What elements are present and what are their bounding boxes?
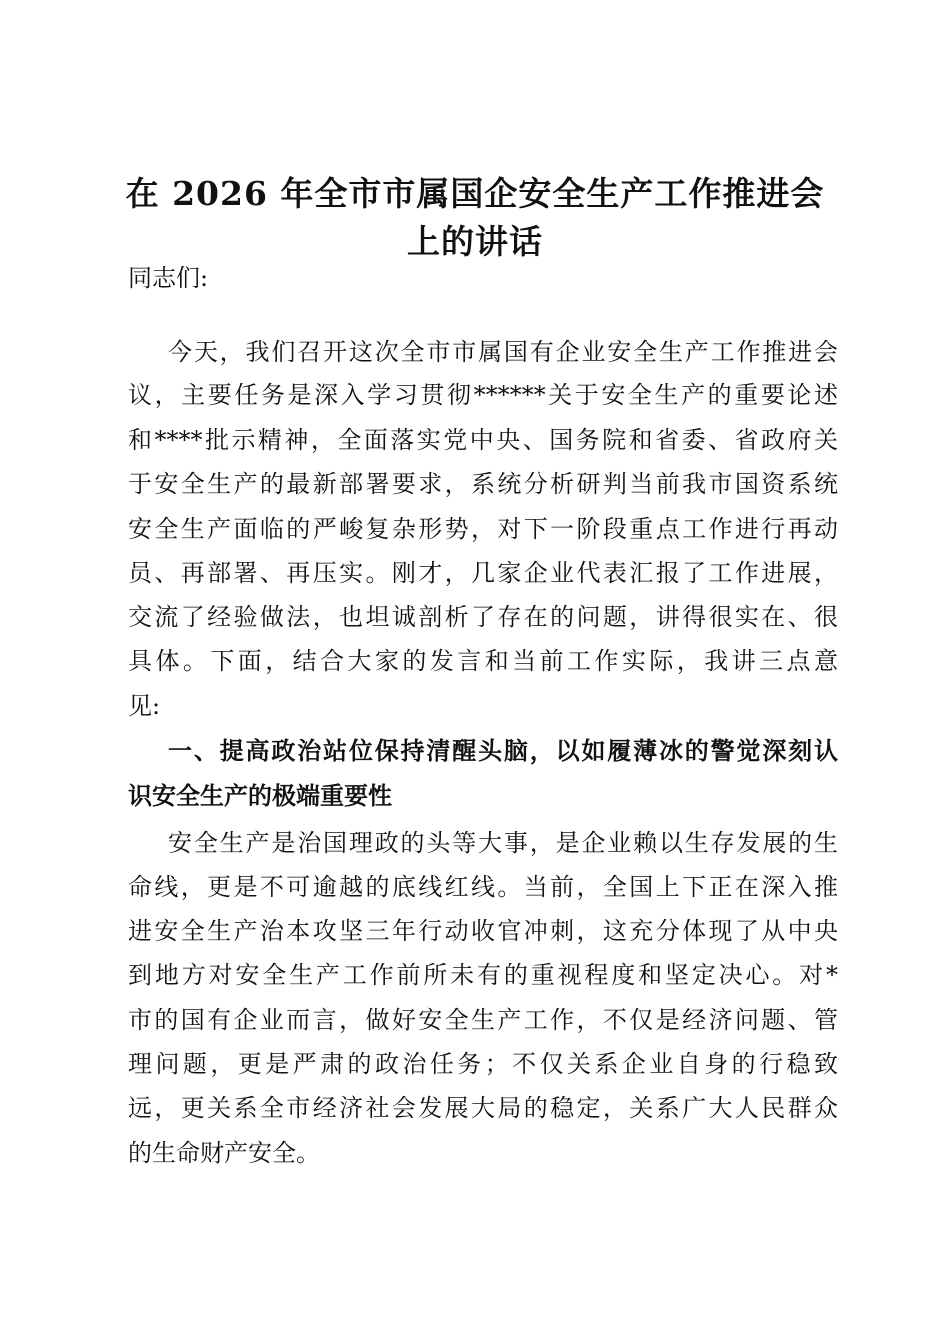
title-line: 上的讲话 bbox=[407, 222, 543, 261]
paragraph-line: 员、再部署、再压实。刚才，几家企业代表汇报了工作进展， bbox=[128, 559, 838, 587]
paragraph-line: 安全生产是治国理政的头等大事，是企业赖以生存发展的生 bbox=[168, 829, 838, 857]
paragraph-line: 市的国有企业而言，做好安全生产工作，不仅是经济问题、管 bbox=[128, 1006, 838, 1034]
paragraph-line: 远，更关系全市经济社会发展大局的稳定，关系广大人民群众 bbox=[128, 1094, 838, 1122]
paragraph-line: 的生命财产安全。 bbox=[128, 1139, 320, 1167]
paragraph-line: 于安全生产的最新部署要求，系统分析研判当前我市国资系统 bbox=[128, 470, 838, 498]
paragraph-line: 议，主要任务是深入学习贯彻******关于安全生产的重要论述 bbox=[128, 381, 838, 409]
salutation: 同志们: bbox=[128, 264, 209, 292]
title-line: 在 2026 年全市市属国企安全生产工作推进会 bbox=[125, 174, 825, 213]
paragraph-line: 命线，更是不可逾越的底线红线。当前，全国上下正在深入推 bbox=[128, 873, 838, 901]
paragraph-line: 进安全生产治本攻坚三年行动收官冲刺，这充分体现了从中央 bbox=[128, 917, 838, 945]
paragraph-line: 和****批示精神，全面落实党中央、国务院和省委、省政府关 bbox=[128, 426, 838, 454]
paragraph-line: 见: bbox=[128, 692, 161, 720]
document-title bbox=[110, 170, 840, 266]
paragraph-line: 到地方对安全生产工作前所未有的重视程度和坚定决心。对* bbox=[128, 961, 838, 989]
paragraph-line: 理问题，更是严肃的政治任务；不仅关系企业自身的行稳致 bbox=[128, 1050, 838, 1078]
section-heading: 识安全生产的极端重要性 bbox=[128, 781, 392, 810]
section-heading: 一、提高政治站位保持清醒头脑，以如履薄冰的警觉深刻认 bbox=[168, 736, 838, 765]
paragraph-line: 具体。下面，结合大家的发言和当前工作实际，我讲三点意 bbox=[128, 647, 838, 675]
paragraph-line: 今天，我们召开这次全市市属国有企业安全生产工作推进会 bbox=[168, 338, 838, 366]
paragraph-line: 交流了经验做法，也坦诚剖析了存在的问题，讲得很实在、很 bbox=[128, 603, 838, 631]
paragraph-line: 安全生产面临的严峻复杂形势，对下一阶段重点工作进行再动 bbox=[128, 515, 838, 543]
